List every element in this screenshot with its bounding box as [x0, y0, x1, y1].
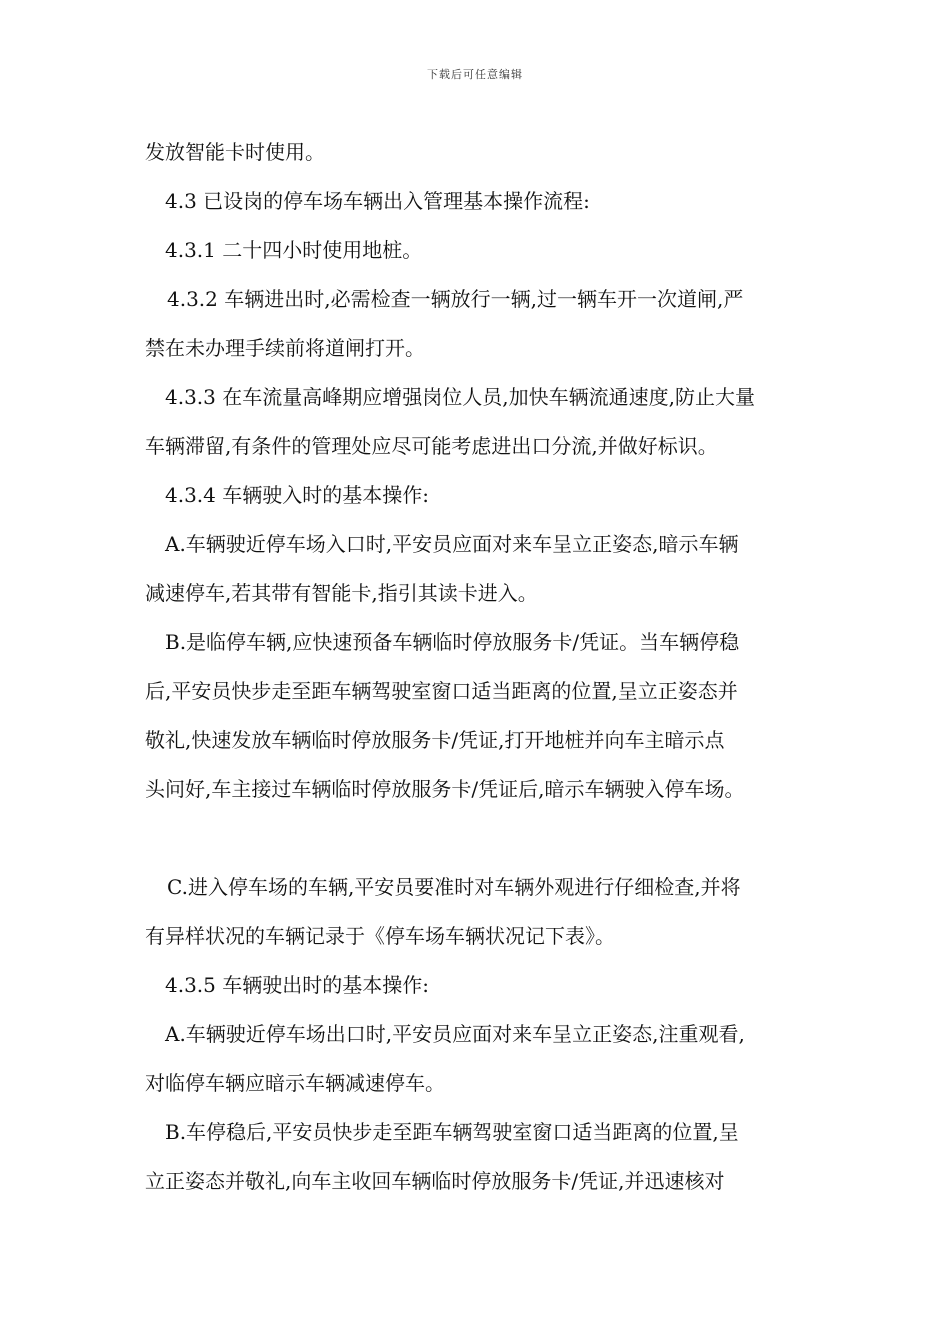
blank-line — [145, 814, 813, 863]
paragraph-line: B.是临停车辆,应快速预备车辆临时停放服务卡/凭证。当车辆停稳 — [165, 630, 740, 654]
paragraph-line: 头问好,车主接过车辆临时停放服务卡/凭证后,暗示车辆驶入停车场。 — [145, 777, 745, 801]
paragraph-line: 对临停车辆应暗示车辆减速停车。 — [145, 1071, 445, 1095]
paragraph-line: 有异样状况的车辆记录于《停车场车辆状况记下表》。 — [145, 924, 615, 948]
paragraph-line: 4.3.3 在车流量高峰期应增强岗位人员,加快车辆流通速度,防止大量 — [165, 385, 755, 409]
paragraph-line: 禁在未办理手续前将道闸打开。 — [145, 336, 425, 360]
paragraph-line: 立正姿态并敬礼,向车主收回车辆临时停放服务卡/凭证,并迅速核对 — [145, 1169, 725, 1193]
paragraph-line: C.进入停车场的车辆,平安员要准时对车辆外观进行仔细检查,并将 — [167, 875, 741, 899]
paragraph-line: 4.3.2 车辆进出时,必需检查一辆放行一辆,过一辆车开一次道闸,严 — [167, 287, 744, 311]
page-header: 下载后可任意编辑 — [427, 68, 523, 81]
paragraph-line: 敬礼,快速发放车辆临时停放服务卡/凭证,打开地桩并向车主暗示点 — [145, 728, 725, 752]
paragraph-line: 后,平安员快步走至距车辆驾驶室窗口适当距离的位置,呈立正姿态并 — [145, 679, 738, 703]
document-body — [145, 128, 813, 1206]
paragraph-line: A.车辆驶近停车场入口时,平安员应面对来车呈立正姿态,暗示车辆 — [165, 532, 739, 556]
section-heading-4-3-5: 4.3.5 车辆驶出时的基本操作: — [165, 973, 429, 997]
section-heading-4-3: 4.3 已设岗的停车场车辆出入管理基本操作流程: — [165, 189, 590, 213]
paragraph-line: A.车辆驶近停车场出口时,平安员应面对来车呈立正姿态,注重观看, — [165, 1022, 745, 1046]
paragraph-line: 车辆滞留,有条件的管理处应尽可能考虑进出口分流,并做好标识。 — [145, 434, 718, 458]
paragraph-line: 发放智能卡时使用。 — [145, 140, 325, 164]
paragraph-line: B.车停稳后,平安员快步走至距车辆驾驶室窗口适当距离的位置,呈 — [165, 1120, 739, 1144]
paragraph-line: 减速停车,若其带有智能卡,指引其读卡进入。 — [145, 581, 538, 605]
section-heading-4-3-4: 4.3.4 车辆驶入时的基本操作: — [165, 483, 429, 507]
paragraph-line: 4.3.1 二十四小时使用地桩。 — [165, 238, 423, 262]
